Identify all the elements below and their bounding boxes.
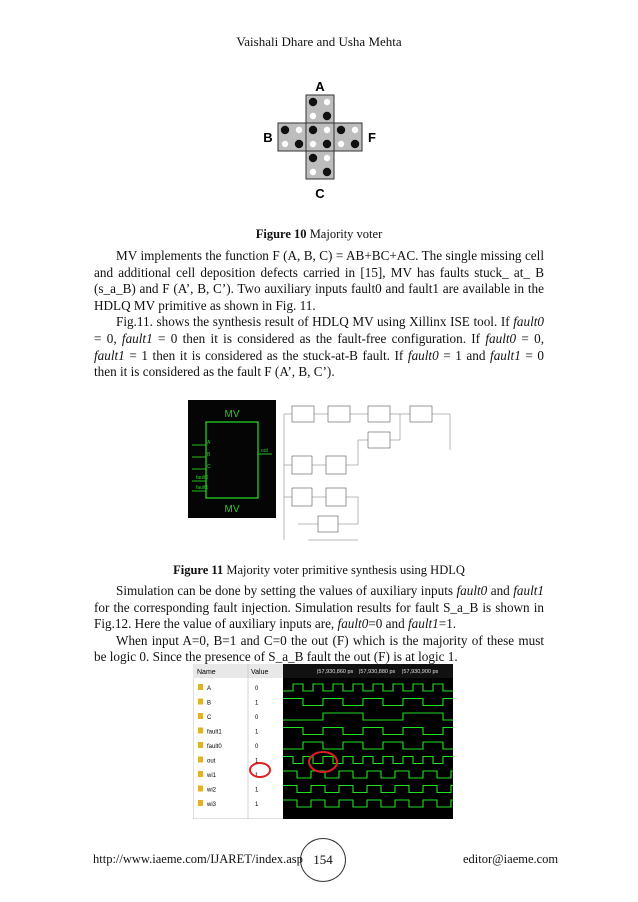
signal-value-C: 0 — [255, 715, 259, 721]
signal-icon — [198, 786, 203, 792]
gate-network — [292, 406, 432, 532]
signal-name-out: out — [207, 758, 216, 765]
figure-10-caption-text: Majority voter — [306, 227, 383, 241]
pin-fault1: fault1 — [196, 485, 209, 491]
figure-10-majority-voter — [258, 80, 384, 210]
paragraph-2: Fig.11. shows the synthesis result of HDLQ MV using Xillinx ISE tool. If fault0 = 0, fault1 = 0 then it is considered as the fault-free configuration. If fault0 = 0, fault1 = 1 then it is considered as the stuck-at-B fault. If fault0 = 1 and fault1 = 0 then it is considered as the fault F (A’, B, C’). — [94, 314, 545, 380]
signal-value-wi1: 1 — [255, 773, 259, 779]
running-header: Vaishali Dhare and Usha Mehta — [236, 34, 402, 49]
input-b-label: B — [263, 130, 273, 145]
pin-out: out — [261, 448, 268, 454]
footer-url[interactable]: http://www.iaeme.com/IJARET/index.asp — [93, 852, 303, 866]
time-marker-3: |57,930,900 ps — [402, 669, 439, 675]
signal-icon — [198, 757, 203, 763]
input-c-label: C — [315, 186, 325, 201]
output-f-label: F — [368, 130, 376, 145]
majority-voter-diagram — [258, 80, 384, 210]
figure-10-caption-label: Figure 10 — [255, 227, 307, 241]
page-number: 154 — [300, 838, 346, 882]
mv-title-bottom: MV — [224, 504, 240, 515]
signal-icon — [198, 728, 203, 734]
signal-name-wi1: wi1 — [207, 773, 217, 779]
input-a-label: A — [315, 80, 325, 94]
mv-title-top: MV — [224, 409, 240, 420]
signal-value-wi2: 1 — [255, 787, 259, 794]
signal-value-fault1: 1 — [255, 729, 259, 736]
signal-icon — [198, 684, 203, 690]
signal-value-fault0: 0 — [255, 744, 259, 750]
col-name-header: Name — [197, 669, 216, 676]
signal-value-B: 1 — [255, 700, 259, 707]
figure-10-caption — [0, 227, 638, 242]
signal-icon — [198, 713, 203, 719]
pin-c: C — [207, 464, 211, 470]
signal-value-A: 0 — [255, 686, 259, 692]
figure-11-synthesis — [188, 400, 460, 552]
figure-11-caption — [0, 563, 638, 578]
signal-value-out: 1 — [255, 758, 259, 765]
figure-12-waveform — [193, 664, 453, 819]
signal-name-wi3: wi3 — [207, 802, 217, 808]
signal-name-B: B — [207, 700, 212, 707]
signal-icon — [198, 742, 203, 748]
body-text-block-1 — [94, 248, 544, 381]
signal-name-fault0: fault0 — [207, 744, 222, 750]
col-value-header: Value — [251, 669, 269, 676]
signal-name-C: C — [207, 715, 212, 721]
pin-a: A — [207, 440, 211, 446]
signal-icon — [198, 699, 203, 705]
figure-11-caption-label: Figure 11 — [173, 563, 224, 577]
body-text-block-2 — [94, 583, 544, 666]
footer-email[interactable]: editor@iaeme.com — [463, 852, 559, 866]
pin-fault0: fault0 — [196, 475, 209, 481]
signal-value-wi3: 1 — [255, 802, 259, 808]
time-marker-2: |57,930,880 ps — [359, 669, 396, 675]
waveform-viewer — [193, 664, 453, 819]
signal-name-wi2: wi2 — [207, 787, 217, 794]
signal-name-fault1: fault1 — [207, 729, 222, 736]
figure-11-caption-text: Majority voter primitive synthesis using HDLQ — [223, 563, 465, 577]
paragraph-4: When input A=0, B=1 and C=0 the out (F) which is the majority of these must be logic 0. Since the presence of S_a_B fault the out (F) is at logic 1. — [94, 632, 544, 665]
paragraph-3: Simulation can be done by setting the values of auxiliary inputs fault0 and fault1 for the corresponding fault injection. Simulation results for fault S_a_B is shown in Fig.12. Here the value of auxiliary inputs are, fault0=0 and fault1=1. — [94, 583, 545, 632]
qca-cells — [278, 95, 362, 179]
time-marker-1: |57,930,860 ps — [317, 669, 354, 675]
synthesis-schematic — [188, 400, 460, 552]
signal-icon — [198, 771, 203, 777]
signal-name-A: A — [207, 686, 212, 692]
signal-icon — [198, 800, 203, 806]
pin-b: B — [207, 452, 211, 458]
paragraph-1: MV implements the function F (A, B, C) = AB+BC+AC. The single missing cell and additional cell deposition defects carried in [15], MV has faults stuck_ at_ B (s_a_B) and F (A’, B, C’). Two auxiliary inputs fault0 and fault1 are available in the HDLQ MV primitive as shown in Fig. 11. — [94, 248, 544, 313]
